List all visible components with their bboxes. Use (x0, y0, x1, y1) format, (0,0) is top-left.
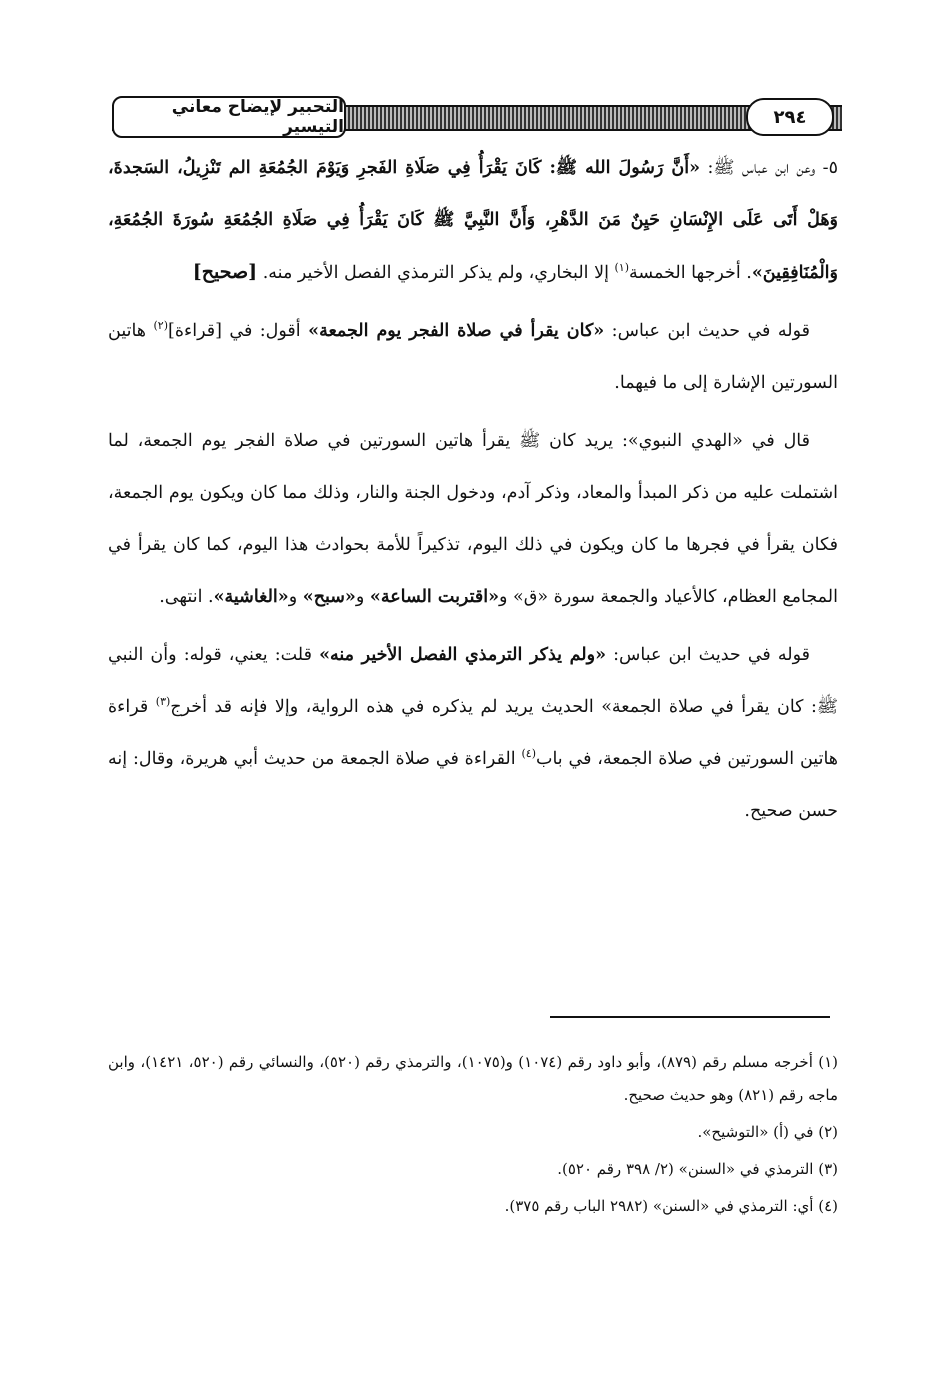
surah-name: «الغاشية» (213, 587, 289, 607)
commentary-text: أقول: في [قراءة] (168, 321, 309, 341)
hadith-paragraph (108, 142, 838, 299)
footnote-ref-4[interactable]: (٤) (521, 747, 536, 761)
commentary-text: هاتين السورتين الإشارة إلى ما فيهما. (108, 321, 838, 393)
footnote-ref-2[interactable]: (٢) (153, 319, 168, 333)
main-text (108, 142, 838, 843)
footnote-item: (٢) في (أ) «التوشيح». (697, 1123, 838, 1141)
commentary-text: القراءة في صلاة الجمعة من حديث أبي هريرة، وقال: إنه حسن صحيح. (108, 749, 838, 821)
commentary-paragraph-2 (108, 415, 838, 623)
conjunction: و (288, 587, 303, 607)
surah-name: «اقتربت الساعة» (369, 587, 500, 607)
footnote-ref-3[interactable]: (٣) (155, 695, 171, 709)
footnote-item: (٣) الترمذي في «السنن» (٢/ ٣٩٨ رقم ٥٢٠). (557, 1160, 838, 1178)
hadith-intro: ٥- وعن ابن عباس ﷺ: (700, 158, 838, 178)
commentary-paragraph-1 (108, 305, 838, 409)
footnote-ref-1[interactable]: (١) (614, 261, 630, 275)
footnote-item: (١) أخرجه مسلم رقم (٨٧٩)، وأبو داود رقم (١٠٧٤) و(١٠٧٥)، والترمذي رقم (٥٢٠)، والنسائي رقم (٥٢٠، ١٤٢١)، وابن ماجه رقم (٨٢١) وهو حديث صحيح. (108, 1053, 839, 1104)
hadith-source-note: إلا البخاري، ولم يذكر الترمذي الفصل الأخير منه. (257, 263, 615, 283)
commentary-text: قراءة هاتين السورتين في صلاة الجمعة، في باب (108, 697, 839, 769)
running-header (112, 96, 842, 138)
footnote-item: (٤) أي: الترمذي في «السنن» (٢٩٨٢ الباب رقم ٣٧٥). (504, 1197, 838, 1215)
commentary-lead: قوله في حديث ابن عباس: (604, 321, 810, 341)
hadith-grade: [صحيح] (192, 261, 258, 283)
commentary-paragraph-3 (108, 629, 838, 837)
commentary-text: قال في «الهدي النبوي»: يريد كان ﷺ يقرأ هاتين السورتين في صلاة الفجر يوم الجمعة، لما اشتملت عليه من ذكر المبدأ والمعاد، وذكر آدم، ودخول الجنة والنار، وذلك مما كان ويكون يوم الجمعة، فكان يقرأ في فجرها ما كان ويكون في ذلك اليوم، تذكيراً للأمة بحوادث هذا اليوم، كما كان يقرأ في المجامع العظام، كالأعياد والجمعة سورة «ق» و (108, 431, 838, 607)
quoted-phrase: «كان يقرأ في صلاة الفجر يوم الجمعة» (308, 321, 605, 341)
hadith-source: . أخرجها الخمسة (629, 263, 752, 283)
footnotes (108, 1046, 838, 1227)
commentary-text: قلت: يعني، قوله: وأن النبي ﷺ: كان يقرأ في صلاة الجمعة» الحديث يريد لم يذكره في هذه الرواية، وإلا فإنه قد أخرج (108, 645, 839, 717)
surah-name: «سبح» (302, 587, 356, 607)
page-number: ٢٩٤ (746, 98, 834, 136)
hadith-quote: «أَنَّ رَسُولَ الله ﷺ: كَانَ يَقْرَأُ فِي صَلَاةِ الفَجرِ وَيَوْمَ الجُمُعَةِ الم تَنْزِيلُ، السَجدةَ، وَهَلْ أَتَى عَلَى الإِنْسَانِ حَيِنٌ مَنَ الدَّهْرِ، وَأَنَّ النَّبِيَّ ﷺ كَانَ يَقْرَأُ فِي صَلَاةِ الجُمُعَةِ سُورَةَ الجُمُعَةِ، وَالْمُنَافِقِينَ» (108, 158, 838, 283)
conjunction: و (355, 587, 370, 607)
footnote-divider (550, 1016, 830, 1018)
commentary-lead: قوله في حديث ابن عباس: (606, 645, 810, 665)
book-title: التحبير لإيضاح معاني التيسير (112, 96, 346, 138)
quoted-phrase: «ولم يذكر الترمذي الفصل الأخير منه» (319, 645, 607, 665)
commentary-end: . انتهى. (159, 587, 214, 607)
